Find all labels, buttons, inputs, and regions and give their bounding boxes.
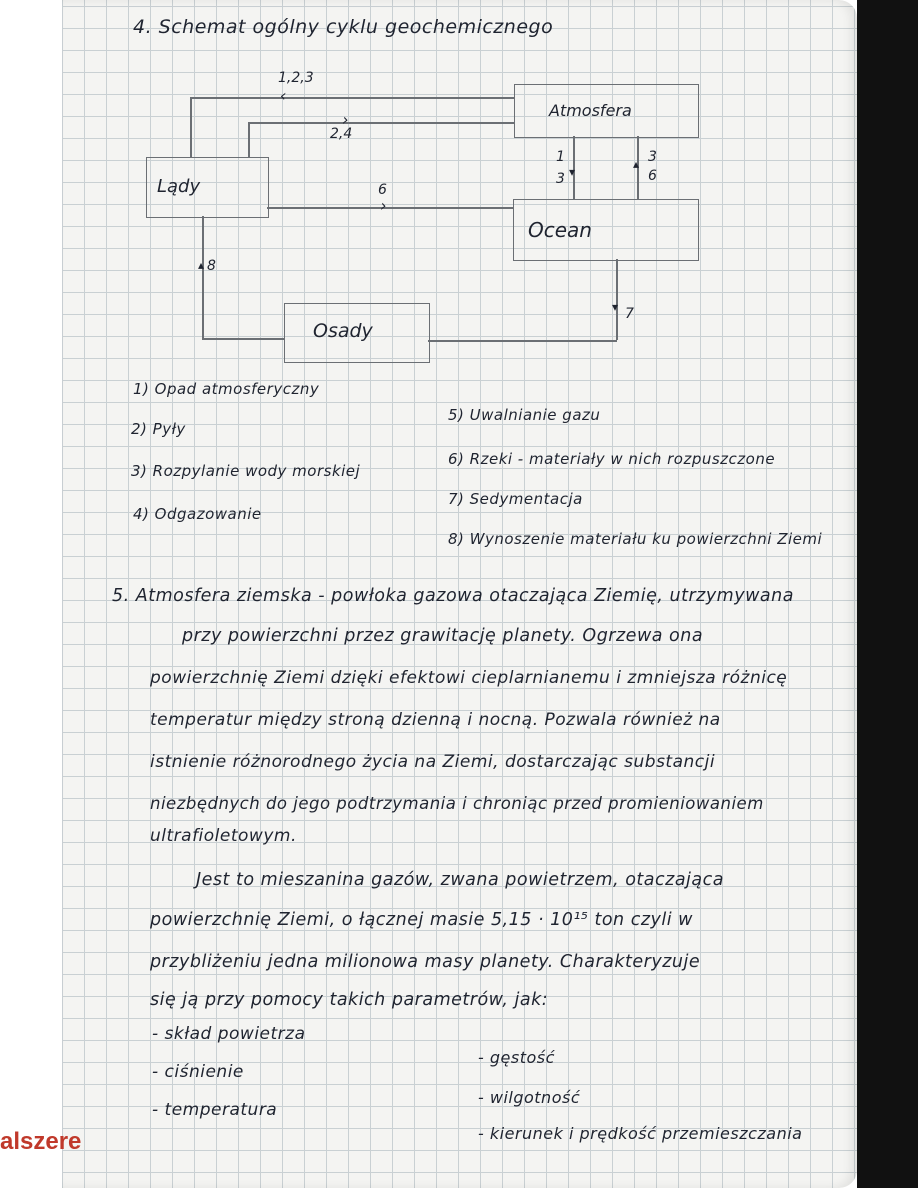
legend-item: 4) Odgazowanie: [133, 505, 262, 523]
label-atm-down-a: 1: [556, 149, 565, 165]
line-outer-horizontal: [190, 97, 514, 99]
parameter-item: - skład powietrza: [152, 1024, 306, 1044]
arrow-down-icon: ▾: [612, 300, 619, 314]
legend-item: 1) Opad atmosferyczny: [133, 380, 320, 398]
box-lady: [146, 157, 269, 218]
label-atm-up-b: 6: [648, 168, 657, 184]
box-ocean: [513, 199, 699, 261]
text-line: się ją przy pomocy takich parametrów, jak:: [150, 990, 549, 1010]
parameter-item: - kierunek i prędkość przemieszczania: [478, 1124, 803, 1143]
text-line: niezbędnych do jego podtrzymania i chroniąc przed promieniowaniem: [150, 794, 764, 813]
parameter-item: - wilgotność: [478, 1088, 581, 1107]
label-top-mid: 2,4: [330, 126, 353, 142]
legend-item: 6) Rzeki - materiały w nich rozpuszczone: [448, 450, 776, 468]
label-atm-up-a: 3: [648, 149, 657, 165]
line-osady-left: [202, 338, 284, 340]
text-line: przy powierzchni przez grawitację planety. Ogrzewa ona: [182, 626, 704, 646]
text-line: powierzchnię Ziemi, o łącznej masie 5,15 · 10¹⁵ ton czyli w: [150, 910, 693, 930]
arrow-down-icon: ▾: [569, 165, 576, 179]
text-line: Jest to mieszanina gazów, zwana powietrzem, otaczająca: [196, 870, 724, 890]
label-ocean-osady: 7: [625, 306, 634, 322]
page-left-margin: [0, 0, 62, 1188]
text-line: istnienie różnorodnego życia na Ziemi, dostarczając substancji: [150, 752, 716, 772]
watermark-logo: alszere: [0, 1128, 82, 1155]
parameter-item: - ciśnienie: [152, 1062, 244, 1082]
label-atm-down-b: 3: [556, 171, 565, 187]
page-right-edge: [857, 0, 918, 1188]
label-lady-ocean: 6: [378, 182, 387, 198]
box-atmosfera-label: Atmosfera: [549, 101, 632, 120]
legend-item: 2) Pyły: [131, 420, 186, 438]
arrow-right-icon: ›: [380, 196, 387, 215]
box-osady: [284, 303, 430, 363]
arrow-up-icon: ▴: [198, 258, 205, 272]
line-inner-horizontal: [248, 122, 514, 124]
legend-item: 3) Rozpylanie wody morskiej: [131, 462, 361, 480]
box-lady-label: Lądy: [157, 176, 201, 197]
text-line: 5. Atmosfera ziemska - powłoka gazowa otaczająca Ziemię, utrzymywana: [112, 586, 794, 606]
parameter-item: - gęstość: [478, 1048, 555, 1067]
arrow-right-icon: ›: [342, 110, 349, 129]
box-osady-label: Osady: [313, 320, 373, 342]
legend-item: 7) Sedymentacja: [448, 490, 583, 508]
box-atmosfera: [514, 84, 699, 138]
line-osady-lady: [202, 216, 204, 339]
line-inner-vertical: [248, 122, 250, 157]
line-outer-vertical: [190, 97, 192, 157]
label-top-left: 1,2,3: [278, 70, 314, 86]
text-line: powierzchnię Ziemi dzięki efektowi cieplarnianemu i zmniejsza różnicę: [150, 668, 788, 688]
label-osady-lady: 8: [207, 258, 216, 274]
legend-item: 8) Wynoszenie materiału ku powierzchni Ziemi: [448, 530, 823, 548]
text-line: ultrafioletowym.: [150, 826, 297, 846]
parameter-item: - temperatura: [152, 1100, 278, 1120]
line-lady-ocean: [267, 207, 513, 209]
arrow-up-icon: ▴: [633, 157, 640, 171]
text-line: temperatur między stroną dzienną i nocną. Pozwala również na: [150, 710, 721, 730]
text-line: przybliżeniu jedna milionowa masy planety. Charakteryzuje: [150, 952, 701, 972]
section4-title: 4. Schemat ogólny cyklu geochemicznego: [133, 16, 554, 38]
arrow-left-icon: ‹: [280, 86, 287, 105]
line-ocean-osady: [428, 340, 617, 342]
box-ocean-label: Ocean: [528, 218, 592, 242]
legend-item: 5) Uwalnianie gazu: [448, 406, 601, 424]
